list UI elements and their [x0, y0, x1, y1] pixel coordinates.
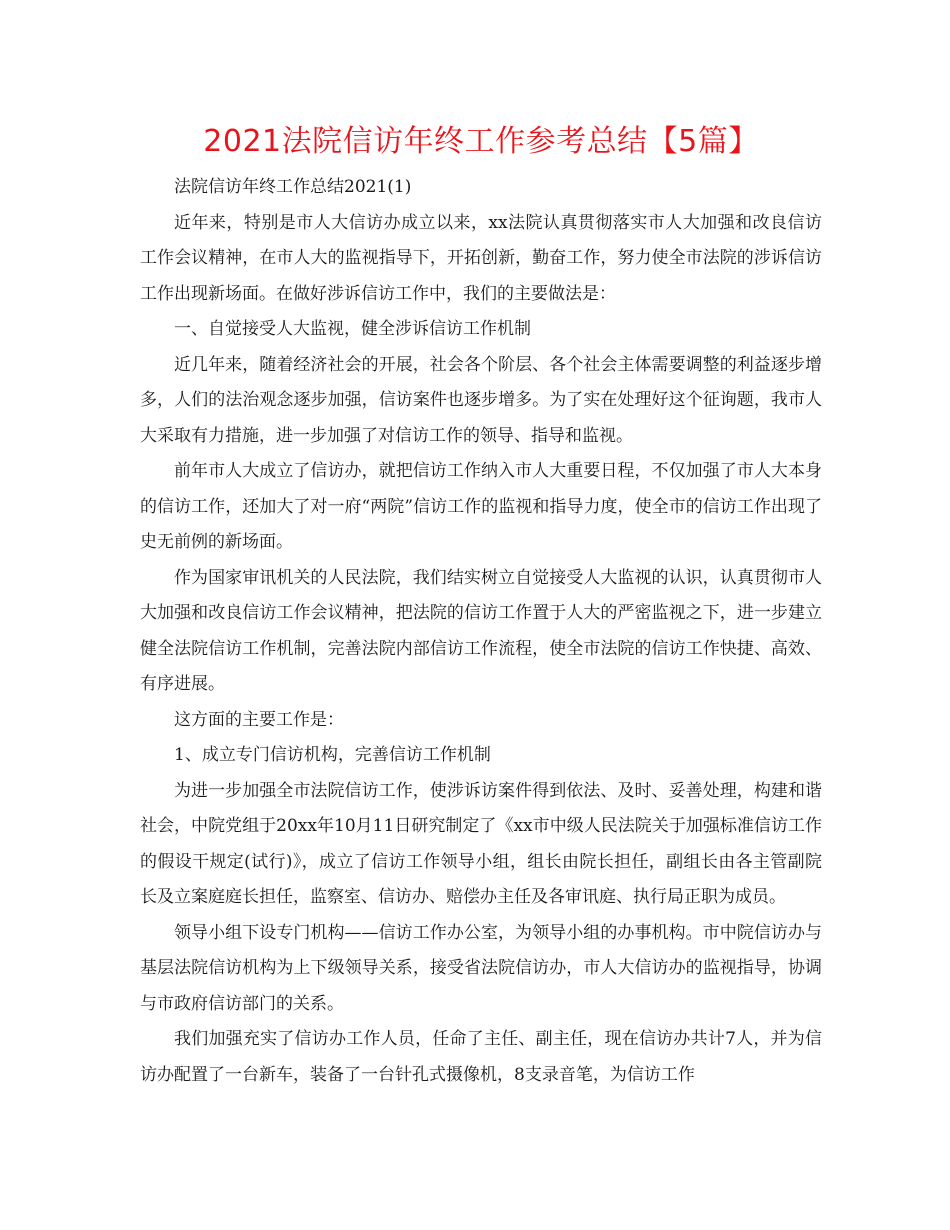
section-heading: 一、自觉接受人大监视，健全涉诉信访工作机制	[174, 319, 531, 339]
paragraph: 作为国家审讯机关的人民法院，我们结实树立自觉接受人大监视的认识，认真贯彻市人大加强和改良信访工作会议精神，把法院的信访工作置于人大的严密监视之下，进一步建立健全法院信访工作机制，完善法院内部信访工作流程，使全市法院的信访工作快捷、高效、有序进展。	[140, 567, 822, 694]
document-title: 2021法院信访年终工作参考总结【5篇】	[203, 124, 759, 159]
paragraph: 近年来，特别是市人大信访办成立以来，xx法院认真贯彻落实市人大加强和改良信访工作会议精神，在市人大的监视指导下，开拓创新，勤奋工作，努力使全市法院的涉诉信访工作出现新场面。在做好涉诉信访工作中，我们的主要做法是：	[140, 212, 822, 304]
paragraph: 近几年来，随着经济社会的开展，社会各个阶层、各个社会主体需要调整的利益逐步增多，人们的法治观念逐步加强，信访案件也逐步增多。为了实在处理好这个征询题，我市人大采取有力措施，进一步加强了对信访工作的领导、指导和监视。	[140, 354, 822, 446]
paragraph: 这方面的主要工作是：	[174, 709, 344, 730]
paragraph: 为进一步加强全市法院信访工作，使涉诉访案件得到依法、及时、妥善处理，构建和谐社会，中院党组于20xx年10月11日研究制定了《xx市中级人民法院关于加强标准信访工作的假设干规定(试行)》，成立了信访工作领导小组，组长由院长担任，副组长由各主管副院长及立案庭庭长担任，监察室、信访办、赔偿办主任及各审讯庭、执行局正职为成员。	[140, 780, 822, 907]
paragraph: 领导小组下设专门机构——信访工作办公室，为领导小组的办事机构。市中院信访办与基层法院信访机构为上下级领导关系，接受省法院信访办，市人大信访办的监视指导，协调与市政府信访部门的关系。	[140, 922, 822, 1014]
paragraph-subtitle: 法院信访年终工作总结2021(1)	[174, 177, 412, 197]
subsection-heading: 1、成立专门信访机构，完善信访工作机制	[174, 745, 491, 765]
document-page	[140, 120, 822, 1093]
paragraph: 我们加强充实了信访办工作人员，任命了主任、副主任，现在信访办共计7人，并为信访办配置了一台新车，装备了一台针孔式摄像机，8支录音笔，为信访工作	[140, 1029, 822, 1085]
paragraph: 前年市人大成立了信访办，就把信访工作纳入市人大重要日程，不仅加强了市人大本身的信访工作，还加大了对一府“两院”信访工作的监视和指导力度，使全市的信访工作出现了史无前例的新场面。	[140, 461, 822, 552]
